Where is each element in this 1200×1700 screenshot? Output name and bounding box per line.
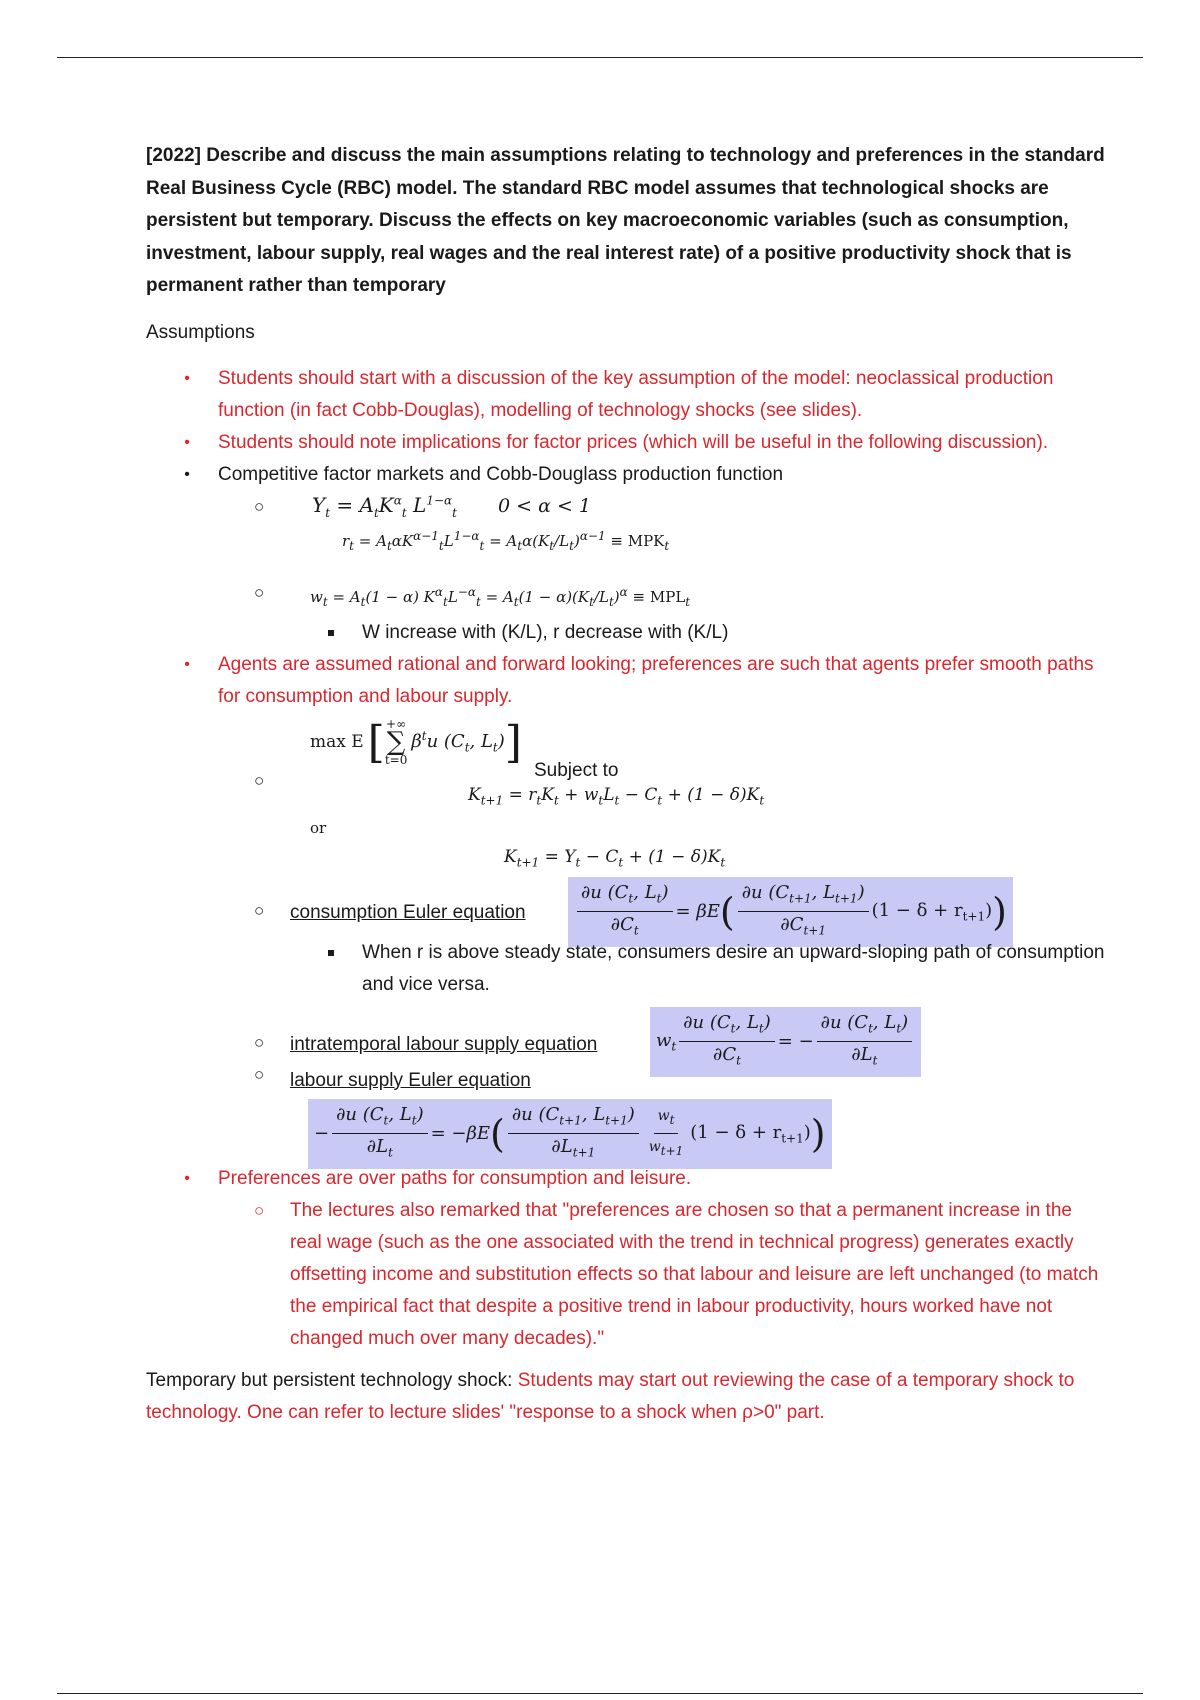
list-item: ○ The lectures also remarked that "preferences are chosen so that a permanent increase in the real wage (such as the one associated with the trend in technical progress) generates exactly offsetting income and substitution effects so that labour and leisure are left unchanged (to match the empirical fact that despite a positive trend in labour productivity, hours worked have not changed much over many decades)." bbox=[146, 1195, 1106, 1355]
circle-bullet-icon: ○ bbox=[254, 900, 265, 920]
capital-accumulation-2: $K_{t+1} = Y_t - C_t + (1 - \delta)K_t$ bbox=[504, 846, 726, 869]
intratemporal-label: intratemporal labour supply equation bbox=[290, 1033, 598, 1055]
euler-note-list bbox=[146, 937, 1106, 1001]
bullet-icon: • bbox=[184, 655, 190, 673]
list-item: • Preferences are over paths for consumption and leisure. bbox=[146, 1163, 1106, 1195]
bottom-rule bbox=[57, 1693, 1143, 1694]
labour-euler-label-row bbox=[146, 1065, 1106, 1099]
document-body bbox=[146, 140, 1106, 1429]
circle-bullet-icon: ○ bbox=[254, 1032, 265, 1052]
assumptions-list bbox=[146, 363, 1106, 491]
labour-euler-label: labour supply Euler equation bbox=[290, 1069, 531, 1091]
circle-bullet-icon: ○ bbox=[254, 770, 265, 790]
intratemporal-block bbox=[146, 1007, 1106, 1068]
preferences-list bbox=[146, 1163, 1106, 1355]
circle-bullet-icon: ○ bbox=[254, 582, 265, 602]
top-rule bbox=[57, 57, 1143, 58]
bullet-icon: • bbox=[184, 465, 190, 483]
or-label: or bbox=[310, 818, 327, 837]
bullet-icon: • bbox=[184, 369, 190, 387]
intratemporal-equation: $w_t$ $\frac{\partial u (C_t, L_t)}{\partial C_t}$ = − $\frac{\partial u (C_t, L_t)}{\partial L_t}$ bbox=[650, 1007, 921, 1077]
list-item: • Competitive factor markets and Cobb-Douglass production function bbox=[146, 459, 1106, 491]
list-item: When r is above steady state, consumers desire an upward-sloping path of consumption and vice versa. bbox=[146, 937, 1106, 1001]
labour-euler-equation: − $\frac{\partial u (C_t, L_t)}{\partial L_t}$ = −βE ( $\frac{\partial u (C_{t+1}, L_{t+1})}{\partial L_{t+1}}$ $\frac{wt}{wt+1}$ $(1 - \delta + r_{t+1})$ ) bbox=[308, 1099, 832, 1169]
euler-block bbox=[146, 877, 1106, 937]
production-equation: $Y_t = A_tK^\alpha_t$ $L^{1-\alpha}_t$ bbox=[312, 492, 457, 520]
labour-euler-block bbox=[146, 1099, 1106, 1160]
subject-to-label: Subject to bbox=[534, 759, 619, 781]
list-item: • Agents are assumed rational and forward looking; preferences are such that agents prefer smooth paths for consumption and labour supply. bbox=[146, 649, 1106, 713]
closing-paragraph bbox=[146, 1365, 1106, 1429]
production-function-block bbox=[146, 491, 1106, 583]
interest-rate-equation: $r_t = A_t\alpha K^{\alpha-1}_tL^{1-\alpha}_t = A_t\alpha(K_t/L_t)^{\alpha-1} \equiv MPK_t$ bbox=[342, 528, 670, 553]
circle-bullet-icon: ○ bbox=[254, 1064, 265, 1084]
list-item: W increase with (K/L), r decrease with (K/L) bbox=[146, 617, 1106, 649]
capital-accumulation-1: $K_{t+1} = r_tK_t + w_tL_t - C_t + (1 - \delta)K_t$ bbox=[468, 784, 765, 807]
closing-red-text: Students may start out reviewing the case of a temporary shock to technology. One can refer to lecture slides' "response to a shock when ρ>0" part. bbox=[146, 1369, 1075, 1423]
square-bullet-icon bbox=[328, 630, 334, 636]
objective-function: max E [ +∞ ∑ t=0 $\beta^tu$ ($C_t$, $L_t$) ] bbox=[310, 716, 522, 768]
square-bullet-icon bbox=[328, 950, 334, 956]
alpha-range: 0 < α < 1 bbox=[498, 494, 592, 517]
wage-equation: $w_t = A_t(1 - \alpha) K^\alpha_tL^{-\alpha}_t = A_t(1 - \alpha)(K_t/L_t)^\alpha \equiv MPL_t$ bbox=[310, 584, 691, 609]
circle-bullet-icon: ○ bbox=[254, 496, 265, 516]
euler-label: consumption Euler equation bbox=[290, 901, 526, 923]
bullet-icon: • bbox=[184, 1169, 190, 1187]
question-text: [2022] Describe and discuss the main assumptions relating to technology and preferences in the standard Real Business Cycle (RBC) model. The standard RBC model assumes that technological shocks are persistent but temporary. Discuss the effects on key macroeconomic variables (such as consumption, investment, labour supply, real wages and the real interest rate) of a positive productivity shock that is permanent rather than temporary bbox=[146, 145, 1105, 296]
wage-note-list bbox=[146, 617, 1106, 713]
euler-equation: $\frac{\partial u (C_t, L_t)}{\partial C_t}$ = βE ( $\frac{\partial u (C_{t+1}, L_{t+1})}{\partial C_{t+1}}$ $(1 - \delta + r_{t+1})$ ) bbox=[568, 877, 1013, 947]
circle-bullet-icon: ○ bbox=[254, 1200, 265, 1220]
wage-block bbox=[146, 583, 1106, 617]
list-item: • Students should start with a discussion of the key assumption of the model: neoclassical production function (in fact Cobb-Douglas), modelling of technology shocks (see slides). bbox=[146, 363, 1106, 427]
bullet-icon: • bbox=[184, 433, 190, 451]
maximization-block bbox=[146, 713, 1106, 885]
list-item: • Students should note implications for factor prices (which will be useful in the following discussion). bbox=[146, 427, 1106, 459]
closing-lead: Temporary but persistent technology shock: bbox=[146, 1369, 518, 1391]
assumptions-heading: Assumptions bbox=[146, 321, 255, 343]
